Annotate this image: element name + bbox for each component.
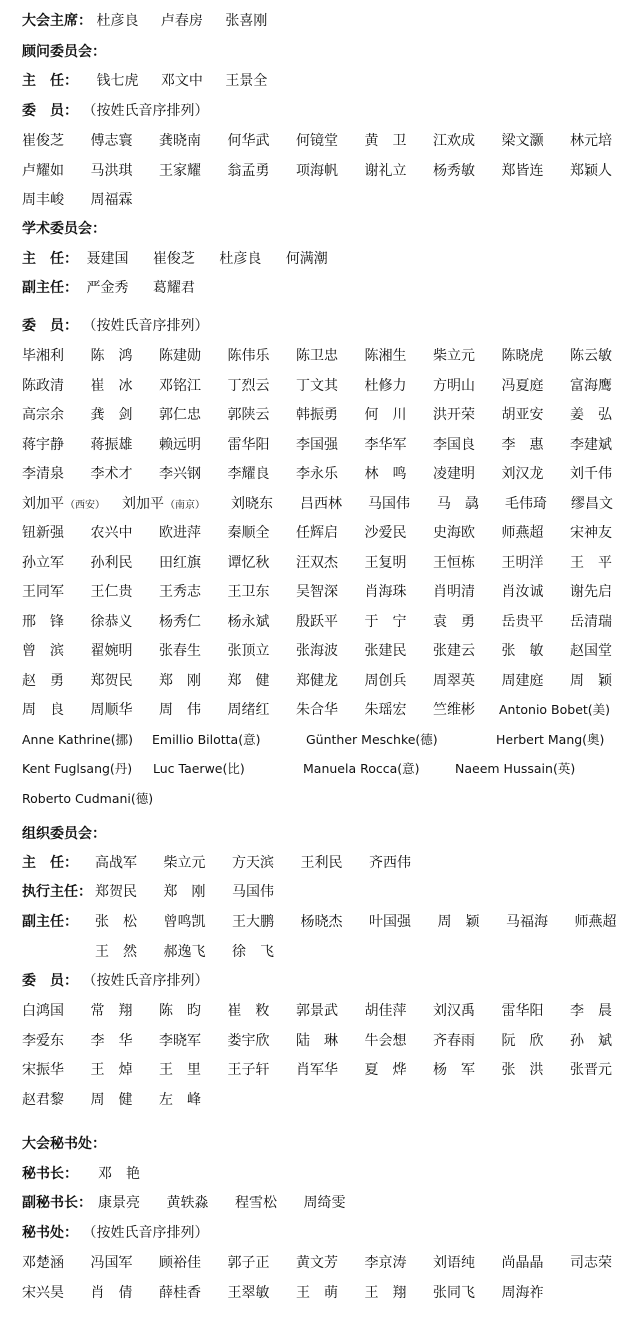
name-cell: 师燕超 [501, 525, 544, 541]
name-cell: 郭陕云 [227, 407, 270, 423]
name-cell: 宋兴昊 [22, 1284, 64, 1301]
name-cell: 洪开荣 [433, 407, 475, 423]
name-cell: 李永乐 [296, 466, 338, 482]
name-cell: 张建云 [433, 643, 475, 659]
name-cell: 梁文灏 [501, 133, 544, 149]
name-cell: 王恒栋 [433, 554, 475, 571]
name-cell: 郭景武 [296, 1003, 338, 1019]
name-cell: 杨秀敏 [433, 162, 475, 179]
name-cell: 卢耀如 [22, 162, 64, 179]
name-cell: 马国伟 [368, 495, 410, 512]
name-cell: 李华军 [364, 436, 407, 453]
name-cell: 孙 斌 [570, 1032, 612, 1049]
name-cell: Manuela Rocca(意) [303, 761, 420, 776]
director-name: 何满潮 [285, 251, 328, 267]
members-note: （按姓氏音序排列） [82, 318, 209, 334]
name-cell: 周绮雯 [303, 1195, 346, 1211]
name-cell: 吕西林 [300, 495, 342, 512]
name-cell: 周海祚 [501, 1284, 544, 1301]
name-cell: 郑贺民 [90, 672, 133, 689]
name-cell: 吴智深 [296, 584, 338, 600]
name-cell: 张同飞 [433, 1284, 475, 1301]
name-cell: 丁文其 [296, 377, 338, 394]
name-cell: 郑 刚 [163, 884, 206, 900]
name-cell: Roberto Cudmani(德) [22, 790, 154, 806]
name-cell: 张晋元 [570, 1062, 612, 1078]
name-cell: 刘千伟 [570, 466, 612, 482]
name-cell: 胡佳萍 [364, 1003, 407, 1019]
name-cell: Kent Fuglsang(丹) [22, 761, 133, 776]
name-cell: 王同军 [22, 584, 64, 600]
name-cell: 齐西伟 [369, 855, 411, 871]
name-cell: 杨 军 [433, 1062, 475, 1078]
name-cell: 史海欧 [433, 525, 475, 541]
name-cell: 项海帆 [296, 162, 338, 179]
director-name: 钱七虎 [96, 73, 139, 89]
name-cell: 王 焯 [90, 1062, 133, 1078]
name-cell: 宋振华 [22, 1062, 64, 1078]
name-cell: 岳清瑞 [570, 613, 612, 630]
director-name: 杜彦良 [219, 251, 262, 267]
name-cell: 张海波 [296, 643, 338, 659]
name-cell: 殷跃平 [296, 613, 338, 630]
name-cell: 尚晶晶 [501, 1255, 544, 1271]
name-cell: 朱合华 [296, 702, 338, 718]
chair-name: 卢春房 [160, 13, 203, 29]
name-cell: 毛伟琦 [505, 495, 547, 512]
name-cell: 李 惠 [501, 436, 544, 453]
name-cell: 龚晓南 [159, 133, 201, 149]
name-cell: 崔 敉 [227, 1003, 270, 1019]
advisory-members-label-row [22, 100, 208, 122]
name-cell: 王 萌 [296, 1284, 338, 1301]
name-cell: 周 伟 [159, 702, 201, 718]
name-cell: 崔 冰 [90, 377, 133, 394]
name-cell: 李爱东 [22, 1032, 64, 1049]
name-cell: 岳贵平 [501, 613, 544, 630]
name-cell: 陈 鸿 [90, 348, 133, 364]
name-cell: 陈云敏 [570, 348, 612, 364]
name-cell: 周 颖 [437, 914, 480, 930]
office-label: 秘书处： [22, 1225, 78, 1241]
director-label: 主 任： [22, 73, 78, 89]
name-cell: 肖明清 [433, 584, 475, 600]
secretariat-title: 大会秘书处： [22, 1136, 106, 1152]
name-cell: 汪双杰 [296, 554, 338, 571]
name-cell: 缪昌文 [571, 495, 613, 512]
name-cell: Naeem Hussain(英) [455, 761, 576, 776]
advisory-director-row [22, 70, 267, 92]
director-name: 邓文中 [160, 73, 203, 89]
name-cell: 马 骉 [437, 495, 479, 512]
name-cell: 郑健龙 [296, 672, 338, 689]
name-cell: 高战军 [95, 855, 137, 871]
name-cell: 黄 卫 [364, 133, 407, 149]
name-cell: 曾鸣凯 [163, 914, 206, 930]
name-cell: 陈伟乐 [227, 348, 270, 364]
name-cell: 陈政清 [22, 377, 64, 394]
name-cell: 杨晓杰 [300, 914, 343, 930]
name-cell: 王 然 [95, 943, 137, 960]
name-cell: 左 峰 [159, 1091, 201, 1108]
name-cell: 何镜堂 [296, 133, 338, 149]
name-cell: 胡亚安 [501, 407, 544, 423]
name-cell: 傅志寰 [90, 133, 133, 149]
academic-members-label-row [22, 315, 208, 337]
name-cell: 富海鹰 [570, 377, 612, 394]
name-cell: 钮新强 [22, 525, 64, 541]
name-cell: 王大鹏 [232, 914, 274, 930]
name-cell: 张春生 [159, 643, 201, 659]
name-cell: 翟婉明 [90, 643, 133, 659]
name-cell: 杨秀仁 [159, 613, 201, 630]
row-label: 副秘书长： [22, 1195, 92, 1211]
chair-row [22, 10, 267, 32]
members-label: 委 员： [22, 318, 78, 334]
name-cell: 王卫东 [227, 584, 270, 600]
name-cell: 方明山 [433, 377, 475, 394]
name-cell: Günther Meschke(德) [306, 731, 438, 747]
organizing-title: 组织委员会： [22, 826, 106, 842]
name-cell: 毕湘利 [22, 348, 64, 364]
name-cell: 陈湘生 [364, 348, 407, 364]
name-cell: 程雪松 [235, 1195, 277, 1211]
name-cell: 方天滨 [232, 855, 274, 871]
name-cell: 刘语纯 [433, 1255, 475, 1271]
name-cell: 姜 弘 [570, 407, 612, 423]
name-cell: 李清泉 [22, 466, 64, 482]
name-cell: 刘汉禹 [433, 1003, 475, 1019]
name-cell: 李 华 [90, 1032, 133, 1049]
name-cell: 蒋宇静 [22, 436, 64, 453]
name-cell: 郭仁忠 [159, 407, 201, 423]
name-cell: 师燕超 [574, 914, 617, 930]
name-cell: 林 鸣 [364, 466, 407, 482]
row-label: 执行主任： [22, 884, 92, 900]
name-cell: 周顺华 [90, 702, 133, 718]
name-cell: 王 平 [570, 554, 612, 571]
name-cell: 翁孟勇 [227, 162, 270, 179]
name-cell: 马国伟 [232, 884, 274, 900]
name-cell: 王仁贵 [90, 584, 133, 600]
office-note: （按姓氏音序排列） [82, 1225, 209, 1241]
director-name: 聂建国 [86, 251, 129, 267]
name-cell: 邓 艳 [98, 1166, 140, 1182]
name-cell: 郑 健 [227, 672, 270, 689]
name-cell: 刘汉龙 [501, 466, 544, 482]
name-cell: 李晓军 [159, 1032, 201, 1049]
name-cell: 冯夏庭 [501, 377, 544, 394]
name-cell: 娄宇欣 [227, 1032, 270, 1049]
name-cell: 王明洋 [501, 554, 544, 571]
name-cell: 王利民 [300, 855, 343, 871]
name-cell: 袁 勇 [433, 613, 475, 630]
name-cell: 王翠敏 [227, 1284, 270, 1301]
row-label: 秘书长： [22, 1166, 78, 1182]
name-cell: 周丰峻 [22, 192, 64, 208]
name-cell: 李国良 [433, 436, 475, 453]
name-cell: 白鸿国 [22, 1003, 64, 1019]
name-cell: 雷华阳 [501, 1003, 544, 1019]
name-cell: 邢 锋 [22, 613, 64, 630]
name-cell: 邓铭江 [159, 377, 201, 394]
academic-title: 学术委员会： [22, 221, 106, 237]
name-cell: 陈卫忠 [296, 348, 338, 364]
city-note: （南京） [165, 499, 205, 511]
name-cell: 沙爱民 [364, 525, 407, 541]
name-cell: 赵国堂 [570, 643, 612, 659]
name-cell: Antonio Bobet(美) [499, 702, 611, 717]
name-cell: 赖远明 [159, 436, 201, 453]
name-cell: 齐春雨 [433, 1032, 475, 1049]
name-cell: 叶国强 [369, 914, 411, 930]
name-cell: 康景亮 [98, 1195, 140, 1211]
name-cell: 李术才 [90, 466, 133, 482]
name-cell: 黄文芳 [296, 1255, 338, 1271]
name-cell: 郑贺民 [95, 884, 137, 900]
name-cell: 李兴钢 [159, 466, 201, 482]
advisory-title: 顾问委员会： [22, 44, 106, 60]
academic-vice-row [22, 277, 195, 299]
name-cell: 周绪红 [227, 702, 270, 718]
name-cell: 刘晓东 [231, 495, 273, 512]
name-cell: 王 翔 [364, 1284, 407, 1301]
director-name: 崔俊芝 [152, 251, 195, 267]
chair-label: 大会主席： [22, 13, 92, 29]
name-cell: 张建民 [364, 643, 407, 659]
members-note: （按姓氏音序排列） [82, 103, 209, 119]
vice-name: 严金秀 [86, 280, 129, 296]
name-cell: 司志荣 [570, 1255, 612, 1271]
name-cell: 杨永斌 [227, 613, 270, 630]
name-cell: 周 健 [90, 1091, 133, 1108]
name-cell: 赵 勇 [22, 672, 64, 689]
director-label: 主 任： [22, 251, 78, 267]
name-cell: 陈建勋 [159, 348, 201, 364]
name-cell: 凌建明 [433, 466, 475, 482]
name-cell: 龚 剑 [90, 407, 133, 423]
name-cell: 柴立元 [433, 348, 475, 364]
name-cell: 郑颖人 [570, 162, 612, 179]
name-cell: 高宗余 [22, 407, 64, 423]
name-cell: 王秀志 [159, 584, 201, 600]
name-cell: 柴立元 [163, 855, 206, 871]
academic-director-row [22, 248, 328, 270]
name-cell: 陈 昀 [159, 1003, 201, 1019]
name-cell: 冯国军 [90, 1255, 133, 1271]
name-cell: Herbert Mang(奥) [496, 731, 605, 747]
name-cell: 周创兵 [364, 672, 407, 689]
name-cell: 李耀良 [227, 466, 270, 482]
organizing-members-label-row [22, 970, 208, 992]
name-cell: 郑 刚 [159, 672, 201, 689]
name-cell: 马洪琪 [90, 162, 133, 179]
name-cell: 竺维彬 [433, 702, 475, 718]
members-label: 委 员： [22, 103, 78, 119]
name-cell: 雷华阳 [227, 436, 270, 453]
name-cell: 秦顺全 [227, 525, 270, 541]
name-cell: 张 松 [95, 914, 137, 930]
name-cell: 谭忆秋 [227, 554, 270, 571]
name-cell: 欧进萍 [159, 525, 201, 541]
name-cell: 徐 飞 [232, 943, 274, 960]
name-cell: 田红旗 [159, 554, 201, 571]
name-cell: 阮 欣 [501, 1032, 544, 1049]
name-cell: 林元培 [570, 133, 612, 149]
name-cell: 黄轶淼 [166, 1195, 209, 1211]
name-cell: 朱瑶宏 [364, 702, 407, 718]
name-cell: 郝逸飞 [163, 943, 206, 960]
vice-name: 葛耀君 [152, 280, 195, 296]
name-cell: 陈晓虎 [501, 348, 544, 364]
name-cell: 谢先启 [570, 584, 612, 600]
name-cell: 韩振勇 [296, 407, 338, 423]
name-cell: 于 宁 [364, 613, 407, 630]
name-cell: Emillio Bilotta(意) [152, 731, 261, 747]
members-label: 委 员： [22, 973, 78, 989]
name-cell: 刘加平 [122, 495, 164, 512]
office-label-row [22, 1222, 208, 1244]
name-cell: 王 里 [159, 1062, 201, 1078]
name-cell: 肖 倩 [90, 1284, 133, 1301]
name-cell: 郑皆连 [501, 162, 544, 179]
name-cell: 陆 琳 [296, 1032, 338, 1049]
name-cell: 蒋振雄 [90, 436, 133, 453]
name-cell: 牛会想 [364, 1032, 407, 1049]
members-note: （按姓氏音序排列） [82, 973, 209, 989]
name-cell: 周建庭 [501, 672, 544, 689]
name-cell: 王复明 [364, 554, 407, 571]
name-cell: 李 晨 [570, 1003, 612, 1019]
name-cell: Anne Kathrine(挪) [22, 731, 133, 747]
name-cell: 王家耀 [159, 162, 201, 179]
name-cell: 农兴中 [90, 525, 133, 541]
name-cell: 王子轩 [227, 1062, 270, 1078]
city-note: （西安） [65, 499, 105, 511]
name-cell: 任辉启 [296, 525, 338, 541]
name-cell: 江欢成 [433, 133, 475, 149]
name-cell: 孙利民 [90, 554, 133, 571]
name-cell: 肖军华 [296, 1062, 338, 1078]
name-cell: 马福海 [506, 914, 548, 930]
name-cell: 张 洪 [501, 1062, 544, 1078]
name-cell: 何华武 [227, 133, 270, 149]
name-cell: 李国强 [296, 436, 338, 453]
vice-label: 副主任： [22, 280, 78, 296]
name-cell: 郭子正 [227, 1255, 270, 1271]
chair-name: 杜彦良 [96, 13, 139, 29]
name-cell: 徐恭义 [90, 613, 133, 630]
name-cell: 周 良 [22, 702, 64, 718]
name-cell: 常 翔 [90, 1003, 133, 1019]
name-cell: 邓楚涵 [22, 1255, 64, 1271]
name-cell: 谢礼立 [364, 162, 407, 179]
name-cell: 周翠英 [433, 672, 475, 689]
director-name: 王景全 [225, 73, 268, 89]
row-label: 副主任： [22, 914, 78, 930]
name-cell: 崔俊芝 [22, 133, 64, 149]
row-label: 主 任： [22, 855, 78, 871]
chair-name: 张喜刚 [225, 13, 268, 29]
name-cell: 薛桂香 [159, 1284, 201, 1301]
name-cell: 赵君黎 [22, 1091, 64, 1108]
name-cell: Luc Taerwe(比) [153, 761, 245, 776]
name-cell: 周 颖 [570, 672, 612, 689]
name-cell: 肖海珠 [364, 584, 407, 600]
name-cell: 曾 滨 [22, 643, 64, 659]
name-cell: 周福霖 [90, 192, 133, 208]
name-cell: 何 川 [364, 407, 407, 423]
name-cell: 夏 烨 [364, 1062, 407, 1078]
name-cell: 丁烈云 [227, 377, 270, 394]
name-cell: 顾裕佳 [159, 1255, 201, 1271]
name-cell: 孙立军 [22, 554, 64, 571]
name-cell: 张顶立 [227, 643, 270, 659]
name-cell: 李建斌 [570, 436, 612, 453]
name-cell: 刘加平 [22, 495, 64, 512]
name-cell: 宋神友 [570, 525, 612, 541]
name-cell: 杜修力 [364, 377, 407, 394]
name-cell: 李京涛 [364, 1255, 407, 1271]
name-cell: 张 敏 [501, 643, 544, 659]
name-cell: 肖汝诚 [501, 584, 544, 600]
